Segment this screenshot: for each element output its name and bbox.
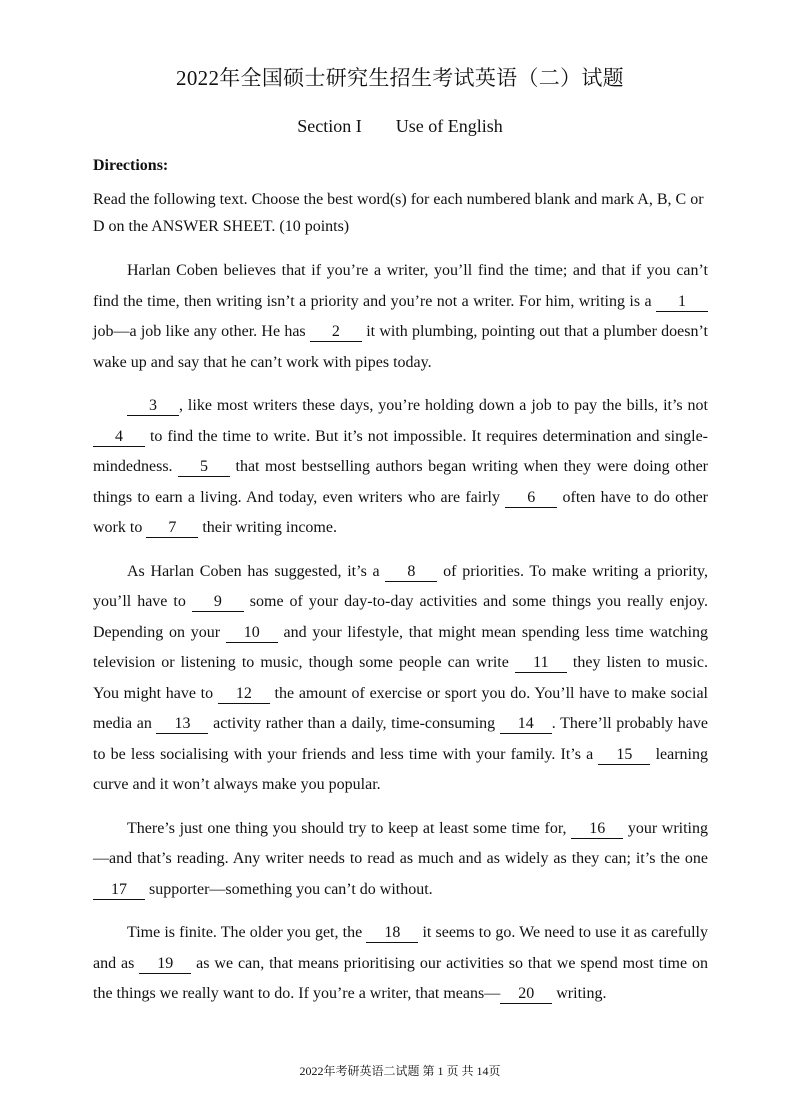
blank-9: 9	[192, 593, 244, 612]
blank-12: 12	[218, 685, 270, 704]
paragraph-1	[93, 256, 708, 378]
text-segment: some of your day-to-day activities and some things you really enjoy. Depending on your	[93, 593, 708, 641]
blank-10: 10	[226, 624, 278, 643]
text-segment: There’s just one thing you should try to keep at least some time for,	[127, 819, 572, 837]
blank-18: 18	[366, 924, 418, 943]
blank-11: 11	[515, 654, 567, 673]
blank-8: 8	[385, 563, 437, 582]
blank-1: 1	[656, 293, 708, 312]
text-segment: , like most writers these days, you’re holding down a job to pay the bills, it’s not	[179, 397, 708, 414]
text-segment: learning curve and it won’t always make you popular.	[93, 745, 709, 793]
text-segment: to find the time to write. But it’s not impossible. It requires determination and single-mindedness.	[93, 427, 708, 475]
text-segment: . There’ll probably have to be less socialising with your friends and less time with your family. It’s a	[93, 715, 709, 763]
blank-14: 14	[500, 715, 552, 734]
text-segment: as we can, that means prioritising our activities so that we spend most time on the things we really want to do. If you’re a writer, that means—	[93, 954, 708, 1002]
text-segment: their writing income.	[198, 519, 337, 536]
blank-15: 15	[598, 746, 650, 765]
section-name: Use of English	[395, 116, 503, 136]
blank-3: 3	[127, 397, 179, 416]
directions-label: Directions:	[93, 157, 169, 174]
blank-2: 2	[310, 323, 362, 342]
blank-4: 4	[93, 428, 145, 447]
text-segment: your writing—and that’s reading. Any writer needs to read as much and as widely as they can; it’s the one	[93, 819, 709, 867]
blank-6: 6	[505, 489, 557, 508]
blank-7: 7	[146, 519, 198, 538]
text-segment: the amount of exercise or sport you do. You’ll have to make social media an	[93, 684, 709, 732]
text-segment: job—a job like any other. He has	[93, 323, 310, 340]
text-segment: it seems to go. We need to use it as carefully and as	[93, 924, 708, 972]
text-segment: it with plumbing, pointing out that a plumber doesn’t wake up and say that he can’t work with pipes today.	[93, 323, 708, 371]
blank-13: 13	[156, 715, 208, 734]
paragraph-3	[93, 557, 708, 801]
page-footer: 2022年考研英语二试题 第 1 页 共 14页	[299, 1064, 501, 1078]
passage	[93, 256, 708, 1023]
text-segment: often have to do other work to	[93, 488, 708, 536]
text-segment: As Harlan Coben has suggested, it’s a	[127, 562, 386, 580]
paragraph-2	[93, 391, 708, 544]
blank-20: 20	[500, 985, 552, 1004]
blank-19: 19	[139, 955, 191, 974]
text-segment: activity rather than a daily, time-consuming	[208, 715, 500, 732]
directions-text: Read the following text. Choose the best word(s) for each numbered blank and mark A, B, C or D on the ANSWER SHEET. (10 points)	[93, 191, 704, 235]
text-segment: and your lifestyle, that might mean spending less time watching television or listening to music, though some people can write	[93, 623, 708, 671]
text-segment: that most bestselling authors began writing when they were doing other things to earn a living. And today, even writers who are fairly	[93, 458, 708, 506]
blank-16: 16	[571, 820, 623, 839]
exam-title: 2022年全国硕士研究生招生考试英语（二）试题	[176, 66, 624, 90]
text-segment: supporter—something you can’t do without.	[145, 880, 433, 898]
paragraph-4	[93, 814, 708, 906]
text-segment: they listen to music. You might have to	[93, 654, 708, 702]
section-heading	[0, 116, 800, 137]
text-segment: writing.	[552, 985, 607, 1002]
text-segment: of priorities. To make writing a priority, you’ll have to	[93, 562, 708, 610]
section-label: Section I	[297, 116, 362, 136]
blank-17: 17	[93, 881, 145, 900]
blank-5: 5	[178, 458, 230, 477]
text-segment: Time is finite. The older you get, the	[127, 924, 367, 941]
paragraph-5	[93, 918, 708, 1010]
text-segment: Harlan Coben believes that if you’re a writer, you’ll find the time; and that if you can’t find the time, then writing isn’t a priority and you’re not a writer. For him, writing is a	[93, 262, 708, 310]
